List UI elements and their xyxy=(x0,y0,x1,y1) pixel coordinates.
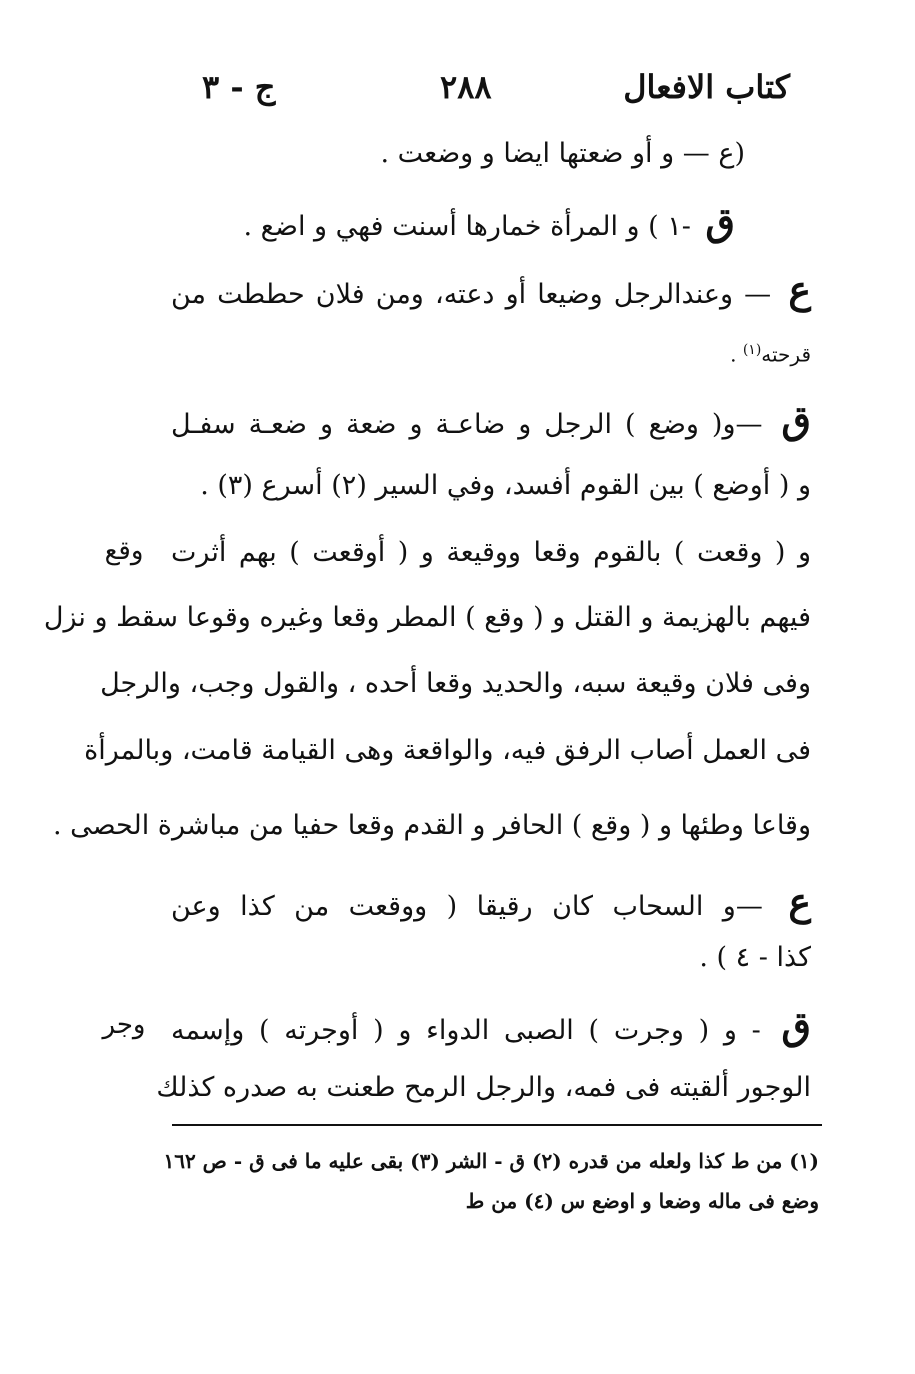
line-text: وفى فلان وقيعة سبه، والحديد وقعا أحده ، والقول وجب، والرجل xyxy=(100,668,811,699)
page-header xyxy=(190,68,790,118)
text-line xyxy=(171,330,811,375)
text-line xyxy=(171,1003,811,1051)
line-text: و ( وقعت ) بالقوم وقعا ووقيعة و ( أوقعت ) بهم أثرت xyxy=(171,537,811,568)
text-line xyxy=(185,134,745,174)
text-line xyxy=(100,664,811,704)
line-text: و ( أوضع ) بين القوم أفسد، وفي السير (٢) أسرع (٣) . xyxy=(200,470,811,501)
line-text: - و ( وجرت ) الصبى الدواء و ( أوجرته ) وإسمه xyxy=(171,1015,761,1046)
line-lead: ع xyxy=(788,879,811,924)
line-lead: ق xyxy=(781,1003,811,1048)
line-text: فى العمل أصاب الرفق فيه، والواقعة وهى القيامة قامت، وبالمرأة xyxy=(84,735,811,766)
paren-open: ( xyxy=(734,138,745,169)
line-text: كذا - ٤ ) . xyxy=(699,942,811,973)
text-line xyxy=(171,533,811,573)
line-lead: ق xyxy=(781,397,811,442)
margin-keyword: وجر xyxy=(102,1010,146,1040)
line-text: قرحته xyxy=(761,342,811,367)
text-line xyxy=(171,879,811,927)
line-lead: ق xyxy=(705,199,735,244)
line-text: -١ ) و المرأة خمارها أسنت فهي و اضع . xyxy=(243,211,691,242)
text-line xyxy=(156,1068,811,1108)
footnote-line: (١) من ط كذا ولعله من قدره (٢) ق - الشر (٣) بقى عليه ما فى ق - ص ١٦٢ xyxy=(163,1149,819,1173)
text-line xyxy=(43,598,811,638)
line-text: — و أو ضعتها ايضا و وضعت . xyxy=(380,138,710,169)
text-line xyxy=(171,466,811,506)
text-line xyxy=(171,397,811,445)
margin-keyword: وقع xyxy=(104,536,144,566)
text-line xyxy=(84,731,811,771)
line-text: . xyxy=(730,342,737,367)
line-text: —و( وضع ) الرجل و ضاعـة و ضعة و ضعـة سفـل xyxy=(171,409,763,440)
line-text: وقاعا وطئها و ( وقع ) الحافر و القدم وقعا حفيا من مباشرة الحصى . xyxy=(52,810,811,841)
volume-label: ج - ٣ xyxy=(202,68,276,106)
line-text: فيهم بالهزيمة و القتل و ( وقع ) المطر وقعا وغيره وقوعا سقط و نزل xyxy=(43,602,811,633)
line-lead: ع xyxy=(788,267,811,312)
footnote-ref: (١) xyxy=(742,342,762,358)
footnote-line: وضع فى ماله وضعا و اوضع س (٤) من ط xyxy=(465,1189,819,1213)
text-line xyxy=(175,199,735,247)
text-line xyxy=(171,938,811,978)
line-text: — وعندالرجل وضيعا أو دعته، ومن فلان حططت من xyxy=(171,279,772,310)
line-lead: ع xyxy=(718,138,735,169)
line-text: —و السحاب كان رقيقا ( ووقعت من كذا وعن xyxy=(171,891,763,922)
page-number: ٢٨٨ xyxy=(440,68,492,106)
text-line xyxy=(171,267,811,315)
line-text: الوجور ألقيته فى فمه، والرجل الرمح طعنت به صدره كذلك xyxy=(156,1072,811,1103)
text-line xyxy=(52,806,811,846)
book-title: كتاب الافعال xyxy=(623,68,790,106)
footnote-divider xyxy=(172,1124,822,1126)
